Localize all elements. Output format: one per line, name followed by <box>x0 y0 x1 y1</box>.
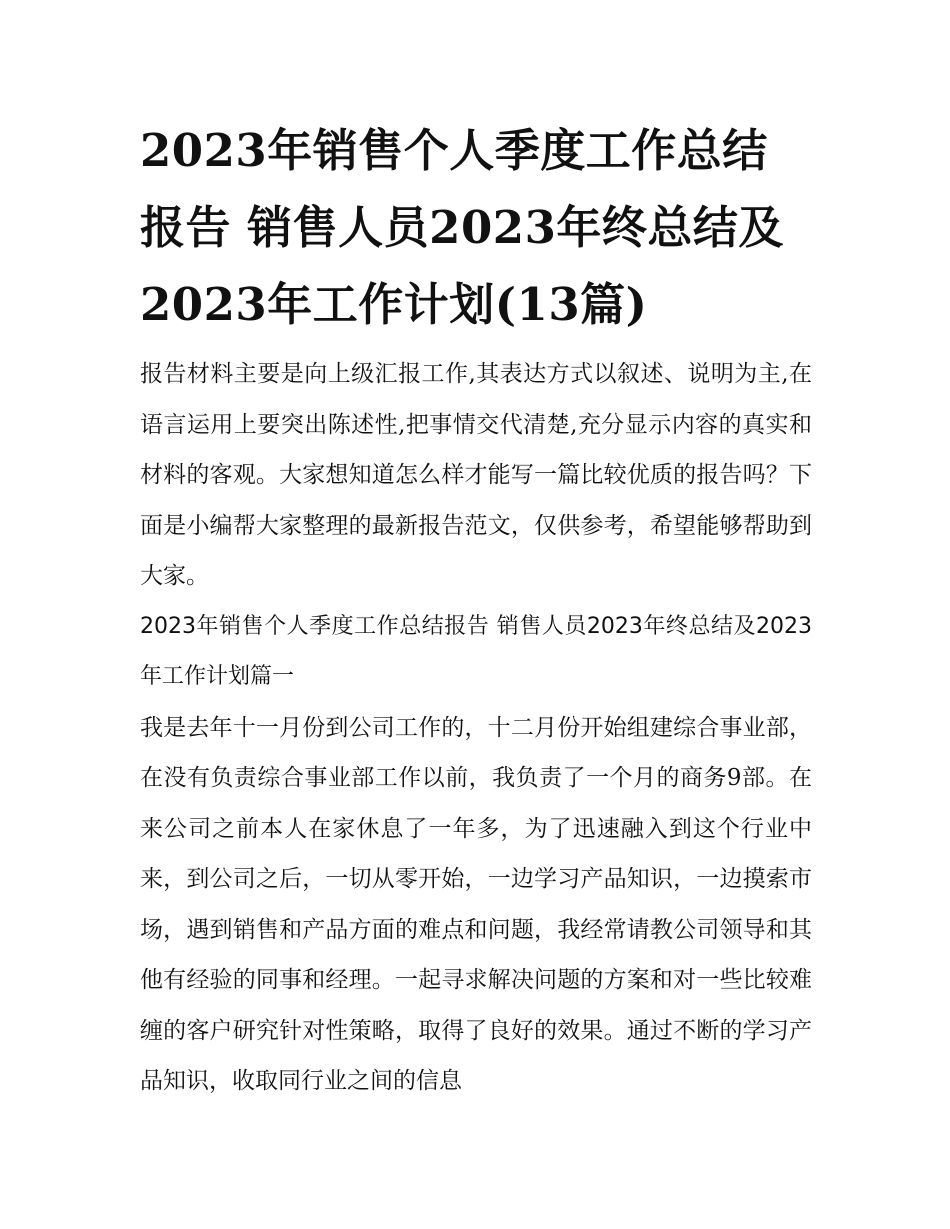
document-page <box>140 112 812 1107</box>
document-title: 2023年销售个人季度工作总结报告 销售人员2023年终总结及2023年工作计划(13篇) <box>140 124 784 331</box>
body-paragraph: 我是去年十一月份到公司工作的，十二月份开始组建综合事业部，在没有负责综合事业部工作以前，我负责了一个月的商务9部。在来公司之前本人在家休息了一年多，为了迅速融入到这个行业中来，到公司之后，一切从零开始，一边学习产品知识，一边摸索市场，遇到销售和产品方面的难点和问题，我经常请教公司领导和其他有经验的同事和经理。一起寻求解决问题的方案和对一些比较难缠的客户研究针对性策略，取得了良好的效果。通过不断的学习产品知识，收取同行业之间的信息 <box>140 714 812 1094</box>
section-heading: 2023年销售个人季度工作总结报告 销售人员2023年终总结及2023年工作计划篇一 <box>140 613 812 689</box>
intro-paragraph: 报告材料主要是向上级汇报工作,其表达方式以叙述、说明为主,在语言运用上要突出陈述性,把事情交代清楚,充分显示内容的真实和材料的客观。大家想知道怎么样才能写一篇比较优质的报告吗？下面是小编帮大家整理的最新报告范文，仅供参考，希望能够帮助到大家。 <box>140 361 812 589</box>
